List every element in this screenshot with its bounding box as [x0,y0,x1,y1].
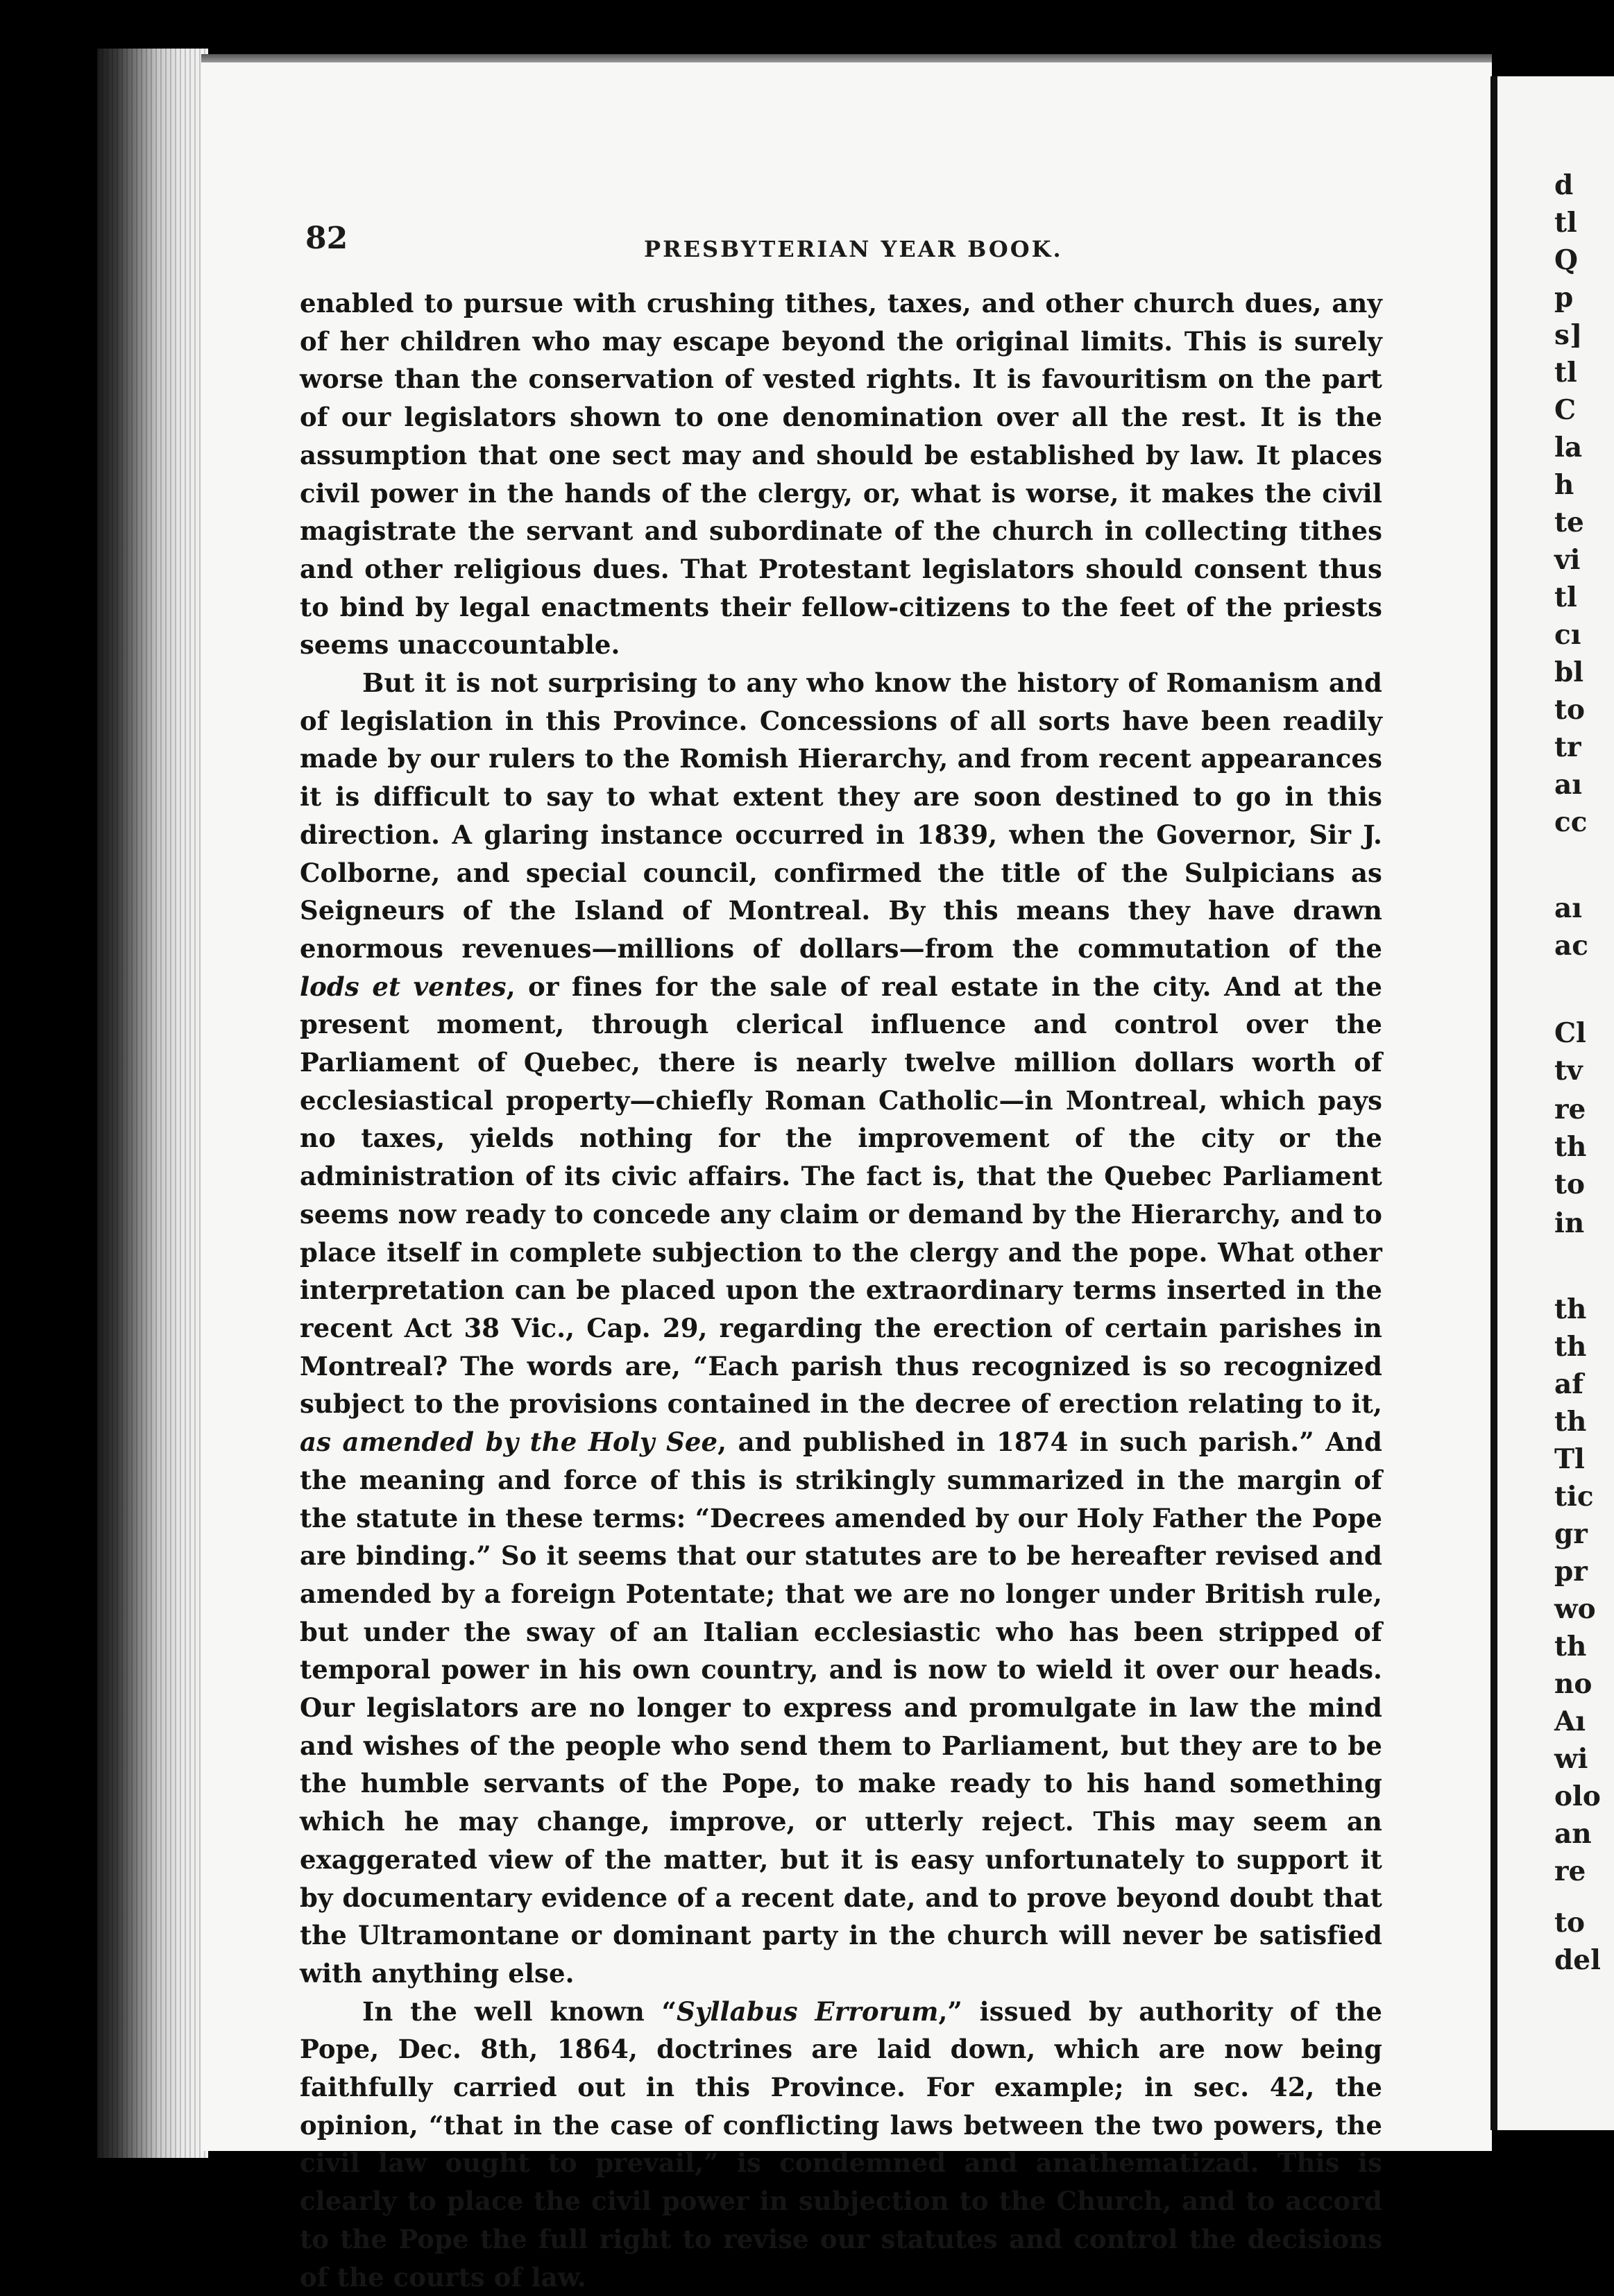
italic-phrase: as amended by the Holy See [300,1427,718,1458]
adjacent-text-fragment: wo [1554,1593,1596,1625]
adjacent-text-fragment: C [1554,394,1577,426]
adjacent-text-fragment: Tl [1554,1443,1585,1475]
adjacent-text-fragment: th [1554,1293,1587,1325]
adjacent-text-fragment: to [1554,694,1586,726]
text-run: ,” issued by authority of the Pope, Dec. 8th, 1864, doctrines are laid down, which are now being faithfully carried out in this Province. For example; in sec. 42, the opinion, “that in the case of conflicting laws between the two powers, the civil law ought to prevail,” is condemned and anathematizad. This is clearly to place the civil power in subjection to the Church, and to accord to the Pope the full right to revise our statutes and control the decisions of the courts of law. [300,1996,1382,2293]
adjacent-text-fragment: Aı [1554,1706,1586,1737]
paragraph [300,664,1382,1993]
book-binding [97,49,208,2158]
adjacent-text-fragment: h [1554,469,1574,501]
adjacent-text-fragment: re [1554,1094,1586,1125]
adjacent-page-border [1490,76,1497,2130]
running-head: PRESBYTERIAN YEAR BOOK. [644,236,1063,262]
adjacent-text-fragment: tl [1554,357,1577,389]
adjacent-text-fragment: s] [1554,319,1583,351]
adjacent-text-fragment: tl [1554,207,1577,239]
italic-phrase: Syllabus Errorum [676,1996,939,2027]
adjacent-text-fragment: no [1554,1668,1592,1700]
adjacent-text-fragment: ac [1554,930,1589,962]
italic-phrase: lods et ventes [300,971,507,1002]
adjacent-text-fragment: la [1554,432,1583,464]
adjacent-text-fragment: wi [1554,1743,1588,1775]
text-run: , and published in 1874 in such parish.” And the meaning and force of this is strikingly summarized in the margin of the statute in these terms: “Decrees amended by our Holy Father the Pope are binding.” So it seems that our statutes are to be hereafter revised and amended by a foreign Potentate; that we are no longer under British rule, but under the sway of an Italian ecclesiastic who has been stripped of temporal power in his own country, and is now to wield it over our heads. Our legislators are no longer to express and promulgate in law the mind and wishes of the people who send them to Parliament, but they are to be the humble servants of the Pope, to make ready to his hand something which he may change, improve, or utterly reject. This may seem an exaggerated view of the matter, but it is easy unfortunately to support it by documentary evidence of a recent date, and to prove beyond doubt that the Ultramontane or dominant party in the church will never be satisfied with anything else. [300,1427,1382,1989]
adjacent-text-fragment: aı [1554,892,1583,924]
adjacent-text-fragment: cc [1554,806,1588,838]
adjacent-text-fragment: to [1554,1907,1586,1939]
adjacent-text-fragment: tic [1554,1481,1594,1513]
adjacent-text-fragment: del [1554,1944,1601,1976]
text-run: In the well known “ [362,1996,677,2027]
adjacent-text-fragment: th [1554,1631,1587,1663]
adjacent-text-fragment: th [1554,1406,1587,1438]
adjacent-text-fragment: bl [1554,656,1584,688]
text-run: enabled to pursue with crushing tithes, taxes, and other church dues, any of her children who may escape beyond the original limits. This is surely worse than the conservation of vested rights. It is favouritism on the part of our legislators shown to one denomination over all the rest. It is the assumption that one sect may and should be established by law. It places civil power in the hands of the clergy, or, what is worse, it makes the civil magistrate the servant and subordinate of the church in collecting tithes and other religious dues. That Protestant legislators should consent thus to bind by legal enactments their fellow-citizens to the feet of the priests seems unaccountable. [300,288,1382,661]
adjacent-text-fragment: p [1554,282,1574,314]
page-number: 82 [305,221,348,256]
adjacent-text-fragment: tl [1554,581,1577,613]
adjacent-text-fragment: cı [1554,619,1581,651]
adjacent-text-fragment: an [1554,1818,1592,1850]
paragraph [300,1993,1382,2296]
adjacent-text-fragment: re [1554,1855,1586,1887]
adjacent-text-fragment: Q [1554,244,1578,276]
adjacent-text-fragment: tr [1554,731,1581,763]
adjacent-text-fragment: pr [1554,1556,1588,1588]
paragraph [300,284,1382,664]
adjacent-text-fragment: th [1554,1131,1587,1163]
body-text [300,284,1382,2296]
text-run: But it is not surprising to any who know the history of Romanism and of legislation in this Province. Concessions of all sorts have been readily made by our rulers to the Romish Hierarchy, and from recent appearances it is difficult to say to what extent they are soon destined to go in this direction. A glaring instance occurred in 1839, when the Governor, Sir J. Colborne, and special council, confirmed the title of the Sulpicians as Seigneurs of the Island of Montreal. By this means they have drawn enormous revenues—millions of dollars—from the commutation of the [300,667,1382,964]
adjacent-text-fragment: th [1554,1331,1587,1363]
adjacent-text-fragment: d [1554,169,1574,201]
text-run: , or fines for the sale of real estate in the city. And at the present moment, through clerical influence and control over the Parliament of Quebec, there is nearly twelve million dollars worth of ecclesiastical property—chiefly Roman Catholic—in Montreal, which pays no taxes, yields nothing for the improvement of the city or the administration of its civic affairs. The fact is, that the Quebec Parliament seems now ready to concede any claim or demand by the Hierarchy, and to place itself in complete subjection to the clergy and the pope. What other interpretation can be placed upon the extraordinary terms inserted in the recent Act 38 Vic., Cap. 29, regarding the erection of certain parishes in Montreal? The words are, “Each parish thus recognized is so recognized subject to the provisions contained in the decree of erection relating to it, [300,971,1382,1420]
adjacent-text-fragment: af [1554,1368,1584,1400]
adjacent-text-fragment: in [1554,1207,1585,1239]
adjacent-text-fragment: tv [1554,1055,1583,1087]
adjacent-text-fragment: vi [1554,544,1581,576]
adjacent-text-fragment: gr [1554,1518,1588,1550]
adjacent-text-fragment: olo [1554,1780,1601,1812]
adjacent-text-fragment: to [1554,1168,1586,1200]
adjacent-text-fragment: te [1554,507,1584,538]
adjacent-text-fragment: Cl [1554,1017,1586,1049]
adjacent-text-fragment: aı [1554,769,1583,801]
